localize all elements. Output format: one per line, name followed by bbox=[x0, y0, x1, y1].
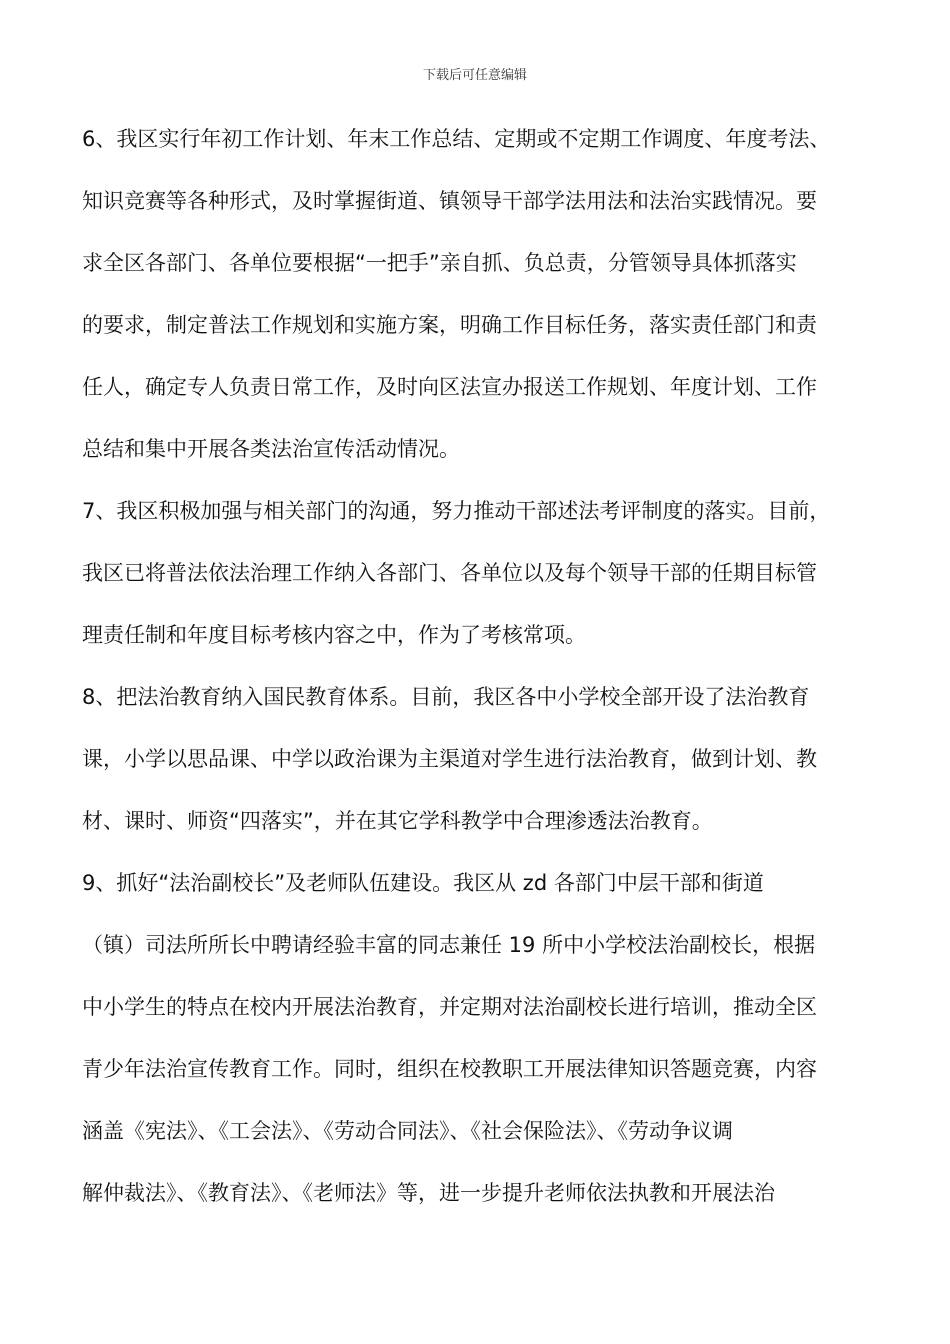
paragraph-8-line-2: 课，小学以思品课、中学以政治课为主渠道对学生进行法治教育，做到计划、教 bbox=[82, 747, 817, 771]
paragraph-6-line-6: 总结和集中开展各类法治宣传活动情况。 bbox=[82, 437, 460, 461]
paragraph-7-line-3: 理责任制和年度目标考核内容之中，作为了考核常项。 bbox=[82, 623, 586, 647]
paragraph-9-line-2: （镇）司法所所长中聘请经验丰富的同志兼任 19 所中小学校法治副校长，根据 bbox=[82, 933, 816, 957]
paragraph-6-line-5: 任人，确定专人负责日常工作，及时向区法宣办报送工作规划、年度计划、工作 bbox=[82, 375, 817, 399]
paragraph-6-line-2: 知识竞赛等各种形式，及时掌握街道、镇领导干部学法用法和法治实践情况。要 bbox=[82, 189, 817, 213]
paragraph-9-line-6: 解仲裁法》、《教育法》、《老师法》等，进一步提升老师依法执教和开展法治 bbox=[82, 1181, 775, 1205]
paragraph-7-line-1: 7、我区积极加强与相关部门的沟通，努力推动干部述法考评制度的落实。目前， bbox=[82, 499, 831, 523]
paragraph-9-line-4: 青少年法治宣传教育工作。同时，组织在校教职工开展法律知识答题竞赛，内容 bbox=[82, 1057, 817, 1081]
page-header: 下载后可任意编辑 bbox=[422, 68, 527, 83]
paragraph-6-line-3: 求全区各部门、各单位要根据“一把手”亲自抓、负总责，分管领导具体抓落实 bbox=[82, 251, 797, 275]
paragraph-9-line-1: 9、抓好“法治副校长”及老师队伍建设。我区从 zd 各部门中层干部和街道 bbox=[82, 871, 764, 895]
paragraph-9-line-5: 涵盖《宪法》、《工会法》、《劳动合同法》、《社会保险法》、《劳动争议调 bbox=[82, 1119, 733, 1143]
paragraph-6-line-1: 6、我区实行年初工作计划、年末工作总结、定期或不定期工作调度、年度考法、 bbox=[82, 127, 831, 151]
paragraph-8-line-3: 材、课时、师资“四落实”，并在其它学科教学中合理渗透法治教育。 bbox=[82, 809, 713, 833]
paragraph-6-line-4: 的要求，制定普法工作规划和实施方案，明确工作目标任务，落实责任部门和责 bbox=[82, 313, 817, 337]
paragraph-7-line-2: 我区已将普法依法治理工作纳入各部门、各单位以及每个领导干部的任期目标管 bbox=[82, 561, 817, 585]
paragraph-9-line-3: 中小学生的特点在校内开展法治教育，并定期对法治副校长进行培训，推动全区 bbox=[82, 995, 817, 1019]
paragraph-8-line-1: 8、把法治教育纳入国民教育体系。目前，我区各中小学校全部开设了法治教育 bbox=[82, 685, 810, 709]
